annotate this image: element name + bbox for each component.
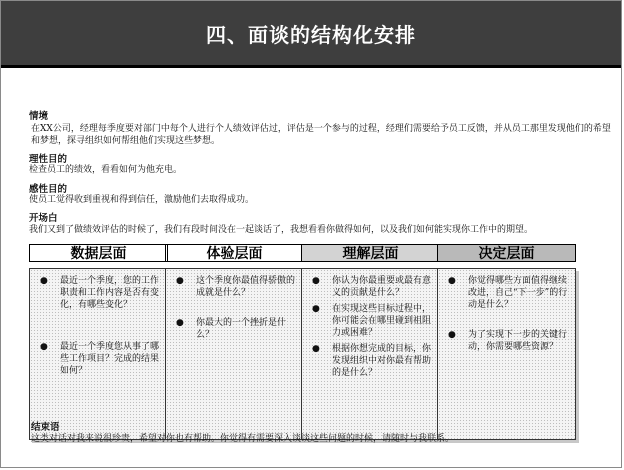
column-header: 决定层面 <box>437 244 576 262</box>
list-item: ● 在实现这些目标过程中，你可能会在哪里碰到祖阻力或困难？ <box>312 304 432 338</box>
list-item: ● 为了实现下一步的关键行动，你需要哪些资源？ <box>448 330 568 352</box>
bullet-icon: ● <box>312 304 320 314</box>
column-decision-level <box>437 244 576 440</box>
column-box <box>301 268 440 440</box>
opening-label: 开场白 <box>29 213 58 224</box>
column-header: 理解层面 <box>301 244 440 262</box>
situation-label: 情境 <box>29 111 49 122</box>
column-box <box>437 268 576 440</box>
emotional-goal-text: 使员工觉得收到重视和得到信任，激励他们去取得成功。 <box>29 195 255 205</box>
column-box <box>29 268 168 440</box>
bullet-icon: ● <box>40 342 48 352</box>
list-item: ● 你最大的一个挫折是什么？ <box>176 318 287 340</box>
rational-goal-label: 理性目的 <box>29 154 68 165</box>
bullet-icon: ● <box>312 344 320 354</box>
column-header: 数据层面 <box>29 244 168 262</box>
column-understanding-level <box>301 244 440 440</box>
closing-text: 这类对话对我来说很珍贵，希望对你也有帮助。你觉得有需要深入谈谈这些问题的时候，请随时与我联系。 <box>31 434 455 444</box>
list-item: ● 根据你想完成的目标，你发现组织中对你最有帮助的是什么？ <box>312 344 432 378</box>
bullet-icon: ● <box>176 276 184 286</box>
list-item: ● 最近一个季度您从事了哪些工作项目？完成的结果如何？ <box>40 342 160 376</box>
opening-text: 我们又到了做绩效评估的时候了，我们有段时间没在一起谈话了，我想看看你做得如何，以及我们如何能实现你工作中的期望。 <box>29 225 534 235</box>
page-title: 四、面谈的结构化安排 <box>206 22 416 47</box>
title-bar <box>1 1 621 68</box>
list-item: ● 这个季度你最值得骄傲的成就是什么？ <box>176 276 296 298</box>
rational-goal-text: 检查员工的绩效，看看如何为他充电。 <box>29 165 183 175</box>
list-item: ● 你觉得哪些方面值得继续改进，自己“下一步”的行动是什么？ <box>448 276 568 310</box>
emotional-goal-label: 感性目的 <box>29 184 68 195</box>
column-experience-level <box>165 244 304 440</box>
bullet-icon: ● <box>448 276 456 286</box>
bullet-icon: ● <box>448 330 456 340</box>
list-item: ● 最近一个季度，您的工作职责和工作内容是否有变化，有哪些变化？ <box>40 276 160 310</box>
bullet-icon: ● <box>312 276 320 286</box>
closing-label: 结束语 <box>31 422 60 433</box>
column-box <box>165 268 304 440</box>
list-item: ● 你认为你最重要或最有意义的贡献是什么？ <box>312 276 432 298</box>
situation-text: 在XX公司，经理每季度要对部门中每个人进行个人绩效评估过，评估是一个参与的过程，经理们需要给予员工反馈，并从员工那里发现他们的希望和梦想，探寻组织如何帮组他们实现这些梦想。 <box>31 124 611 146</box>
column-header: 体验层面 <box>165 244 304 262</box>
column-data-level <box>29 244 168 440</box>
bullet-icon: ● <box>176 318 184 328</box>
bullet-icon: ● <box>40 276 48 286</box>
